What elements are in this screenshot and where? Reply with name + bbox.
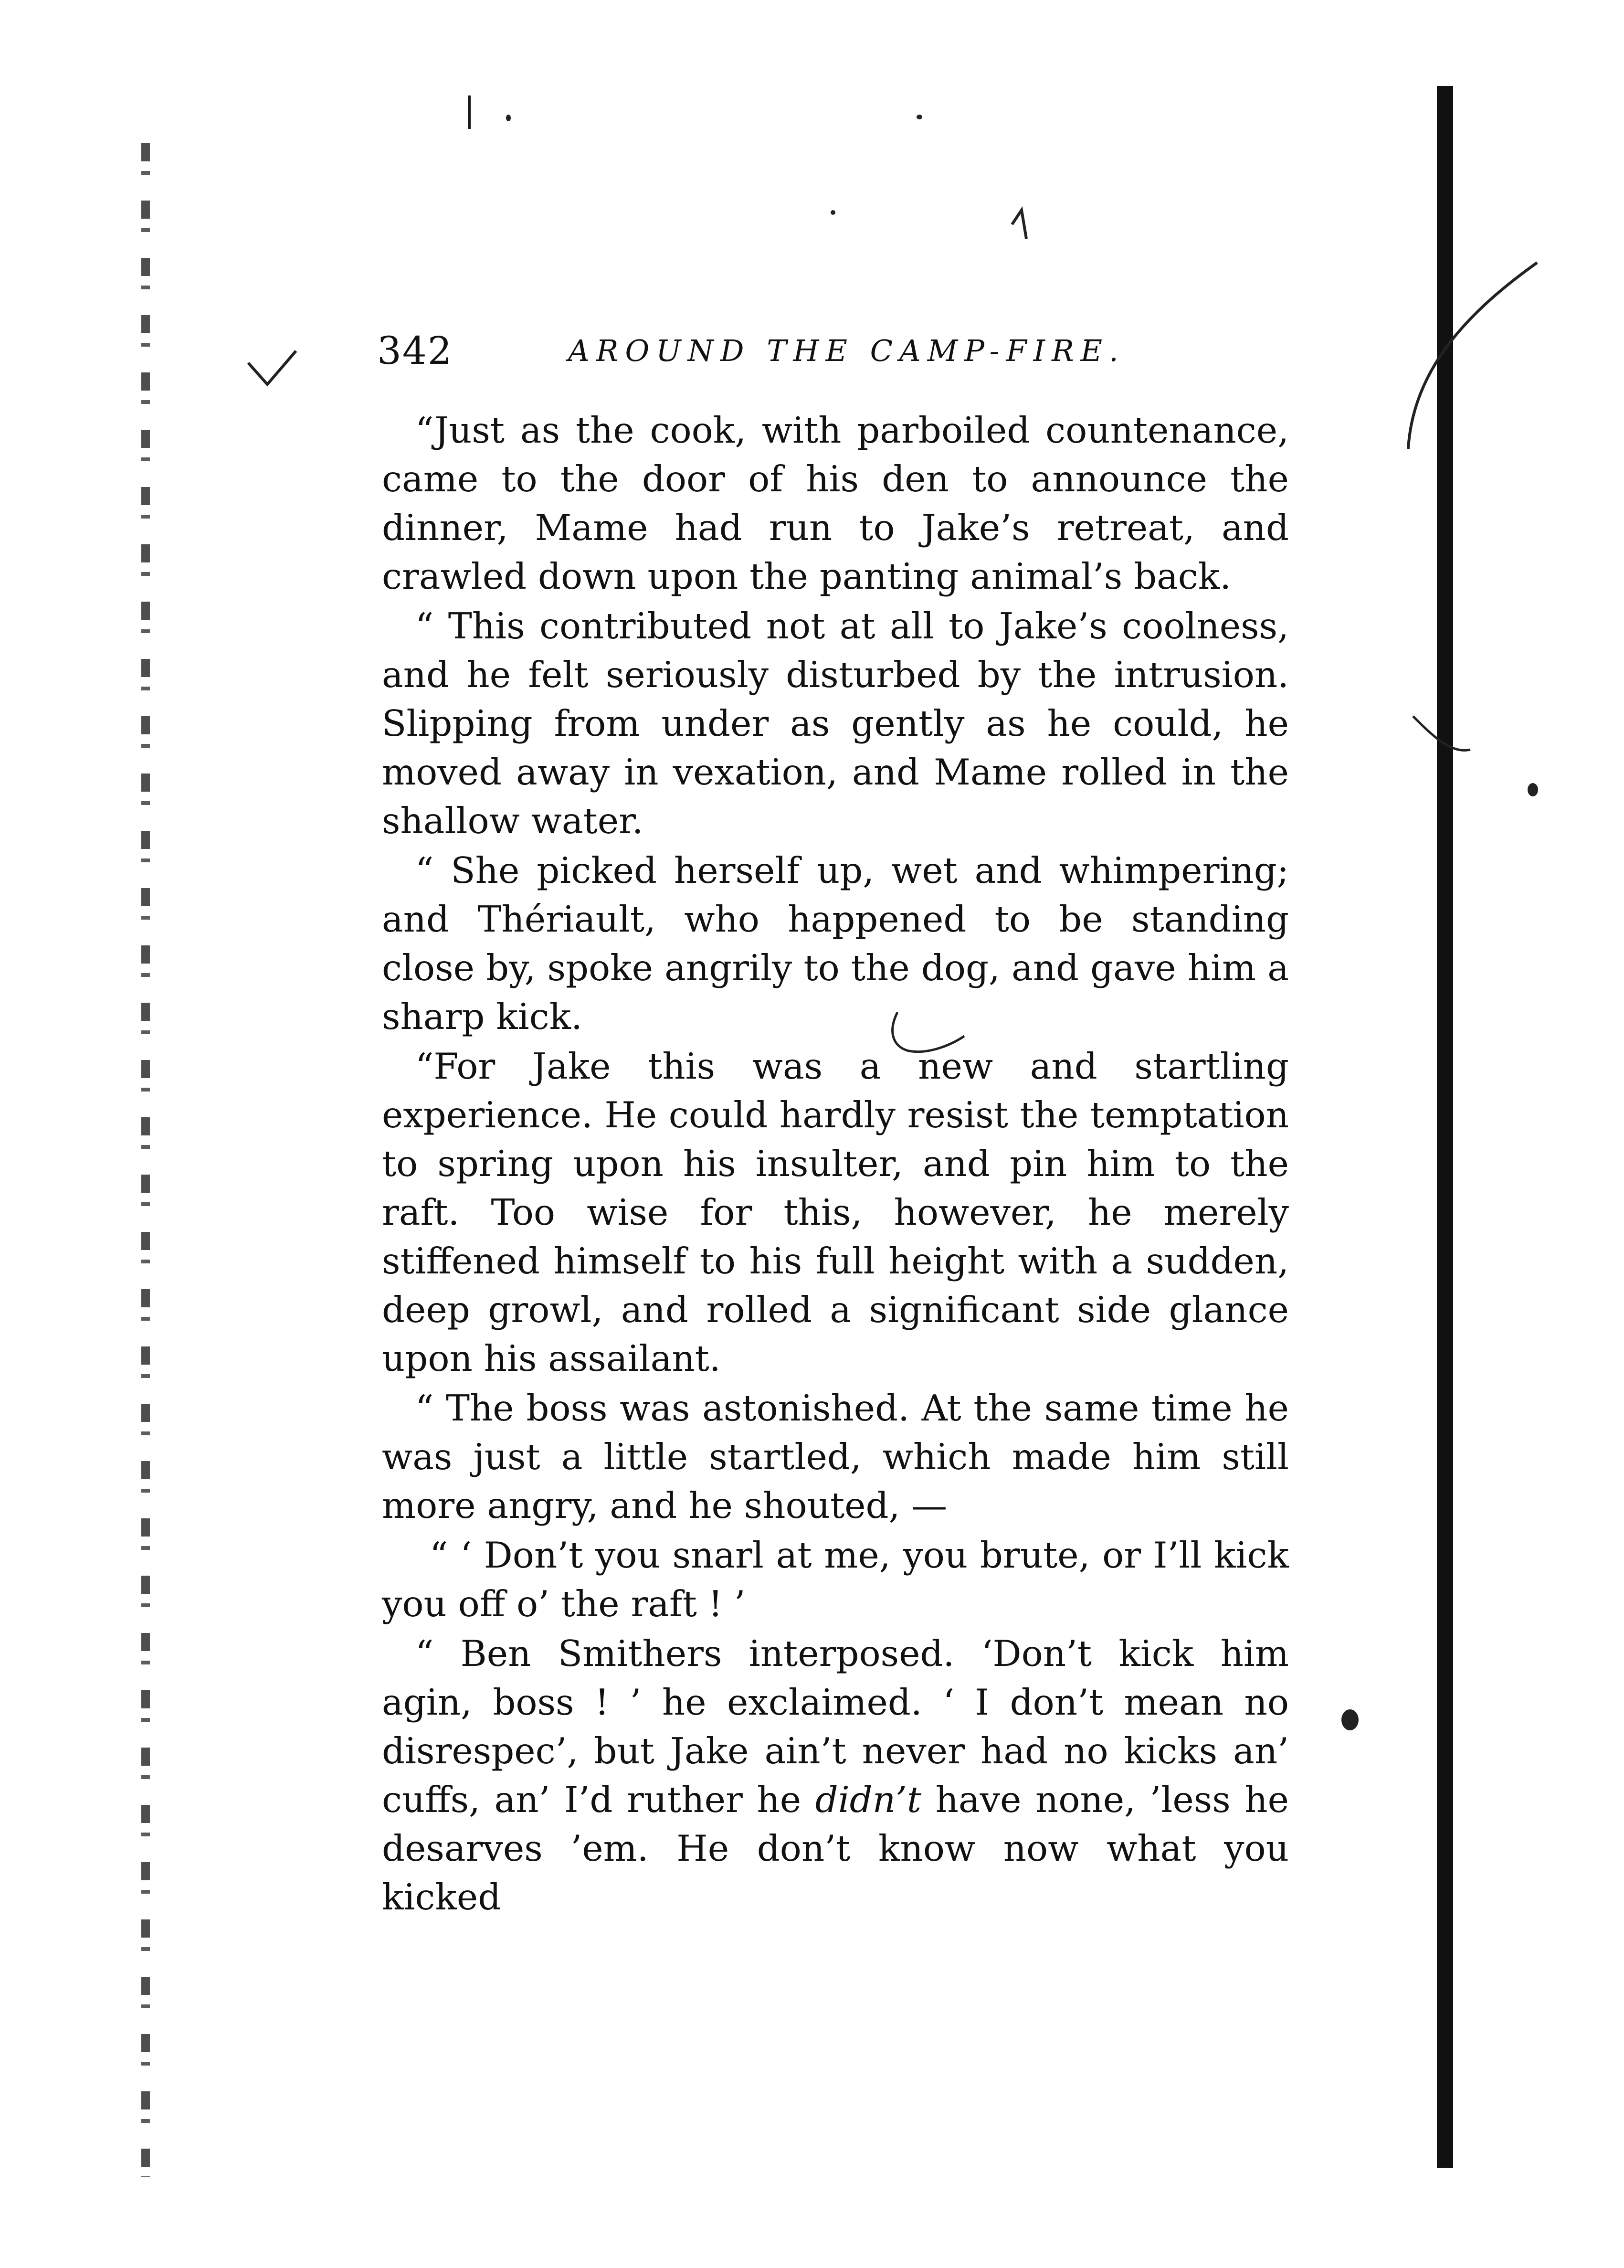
margin-curve-annotation — [1408, 263, 1537, 449]
paragraph-text: “ Ben Smithers interposed. ‘Don’t kick him agin, boss ! ’ he exclaimed. ‘ I don’t mean no disrespec’, but Jake ain’t never had no kicks an’ cuffs, an’ I’d ruther he — [382, 1632, 1289, 1821]
paragraph-last — [382, 1629, 1289, 1921]
body-text — [382, 406, 1289, 1922]
italic-emphasis: didn’t — [815, 1779, 922, 1821]
pencil-tick-annotation — [1012, 210, 1026, 239]
paragraph: “For Jake this was a new and startling experience. He could hardly resist the temptation to spring upon his insulter, and pin him to the raft. Too wise for this, however, he merely stiffened himself to his full height with a sudden, deep growl, and rolled a significant side glance upon his assailant. — [382, 1045, 1289, 1379]
paragraph: “ The boss was astonished. At the same time he was just a little startled, which made him still more angry, and he shouted, — — [382, 1387, 1289, 1526]
paragraph: “ She picked herself up, wet and whimpering; and Thériault, who happened to be standing close by, spoke angrily to the dog, and gave him a sharp kick. — [382, 849, 1289, 1038]
checkmark-annotation — [248, 351, 296, 384]
running-head-title: AROUND THE CAMP-FIRE. — [568, 333, 1125, 368]
paragraph: “ This contributed not at all to Jake’s coolness, and he felt seriously disturbed by the intrusion. Slipping from under as gently as he could, he moved away in vexation, and Mame rolled in the shallow water. — [382, 605, 1289, 842]
running-head — [377, 325, 1141, 377]
paragraph: “ ‘ Don’t you snarl at me, you brute, or I’ll kick you off o’ the raft ! ’ — [382, 1534, 1289, 1625]
page-number: 342 — [377, 329, 453, 373]
paragraph-text: have none, ’less he desarves ’em. He don’t know now what you kicked — [382, 1779, 1289, 1918]
paragraph: “Just as the cook, with parboiled countenance, came to the door of his den to announce the dinner, Mame had run to Jake’s retreat, and crawled down upon the panting animal’s back. — [382, 409, 1289, 597]
margin-hook-annotation — [1413, 716, 1470, 751]
